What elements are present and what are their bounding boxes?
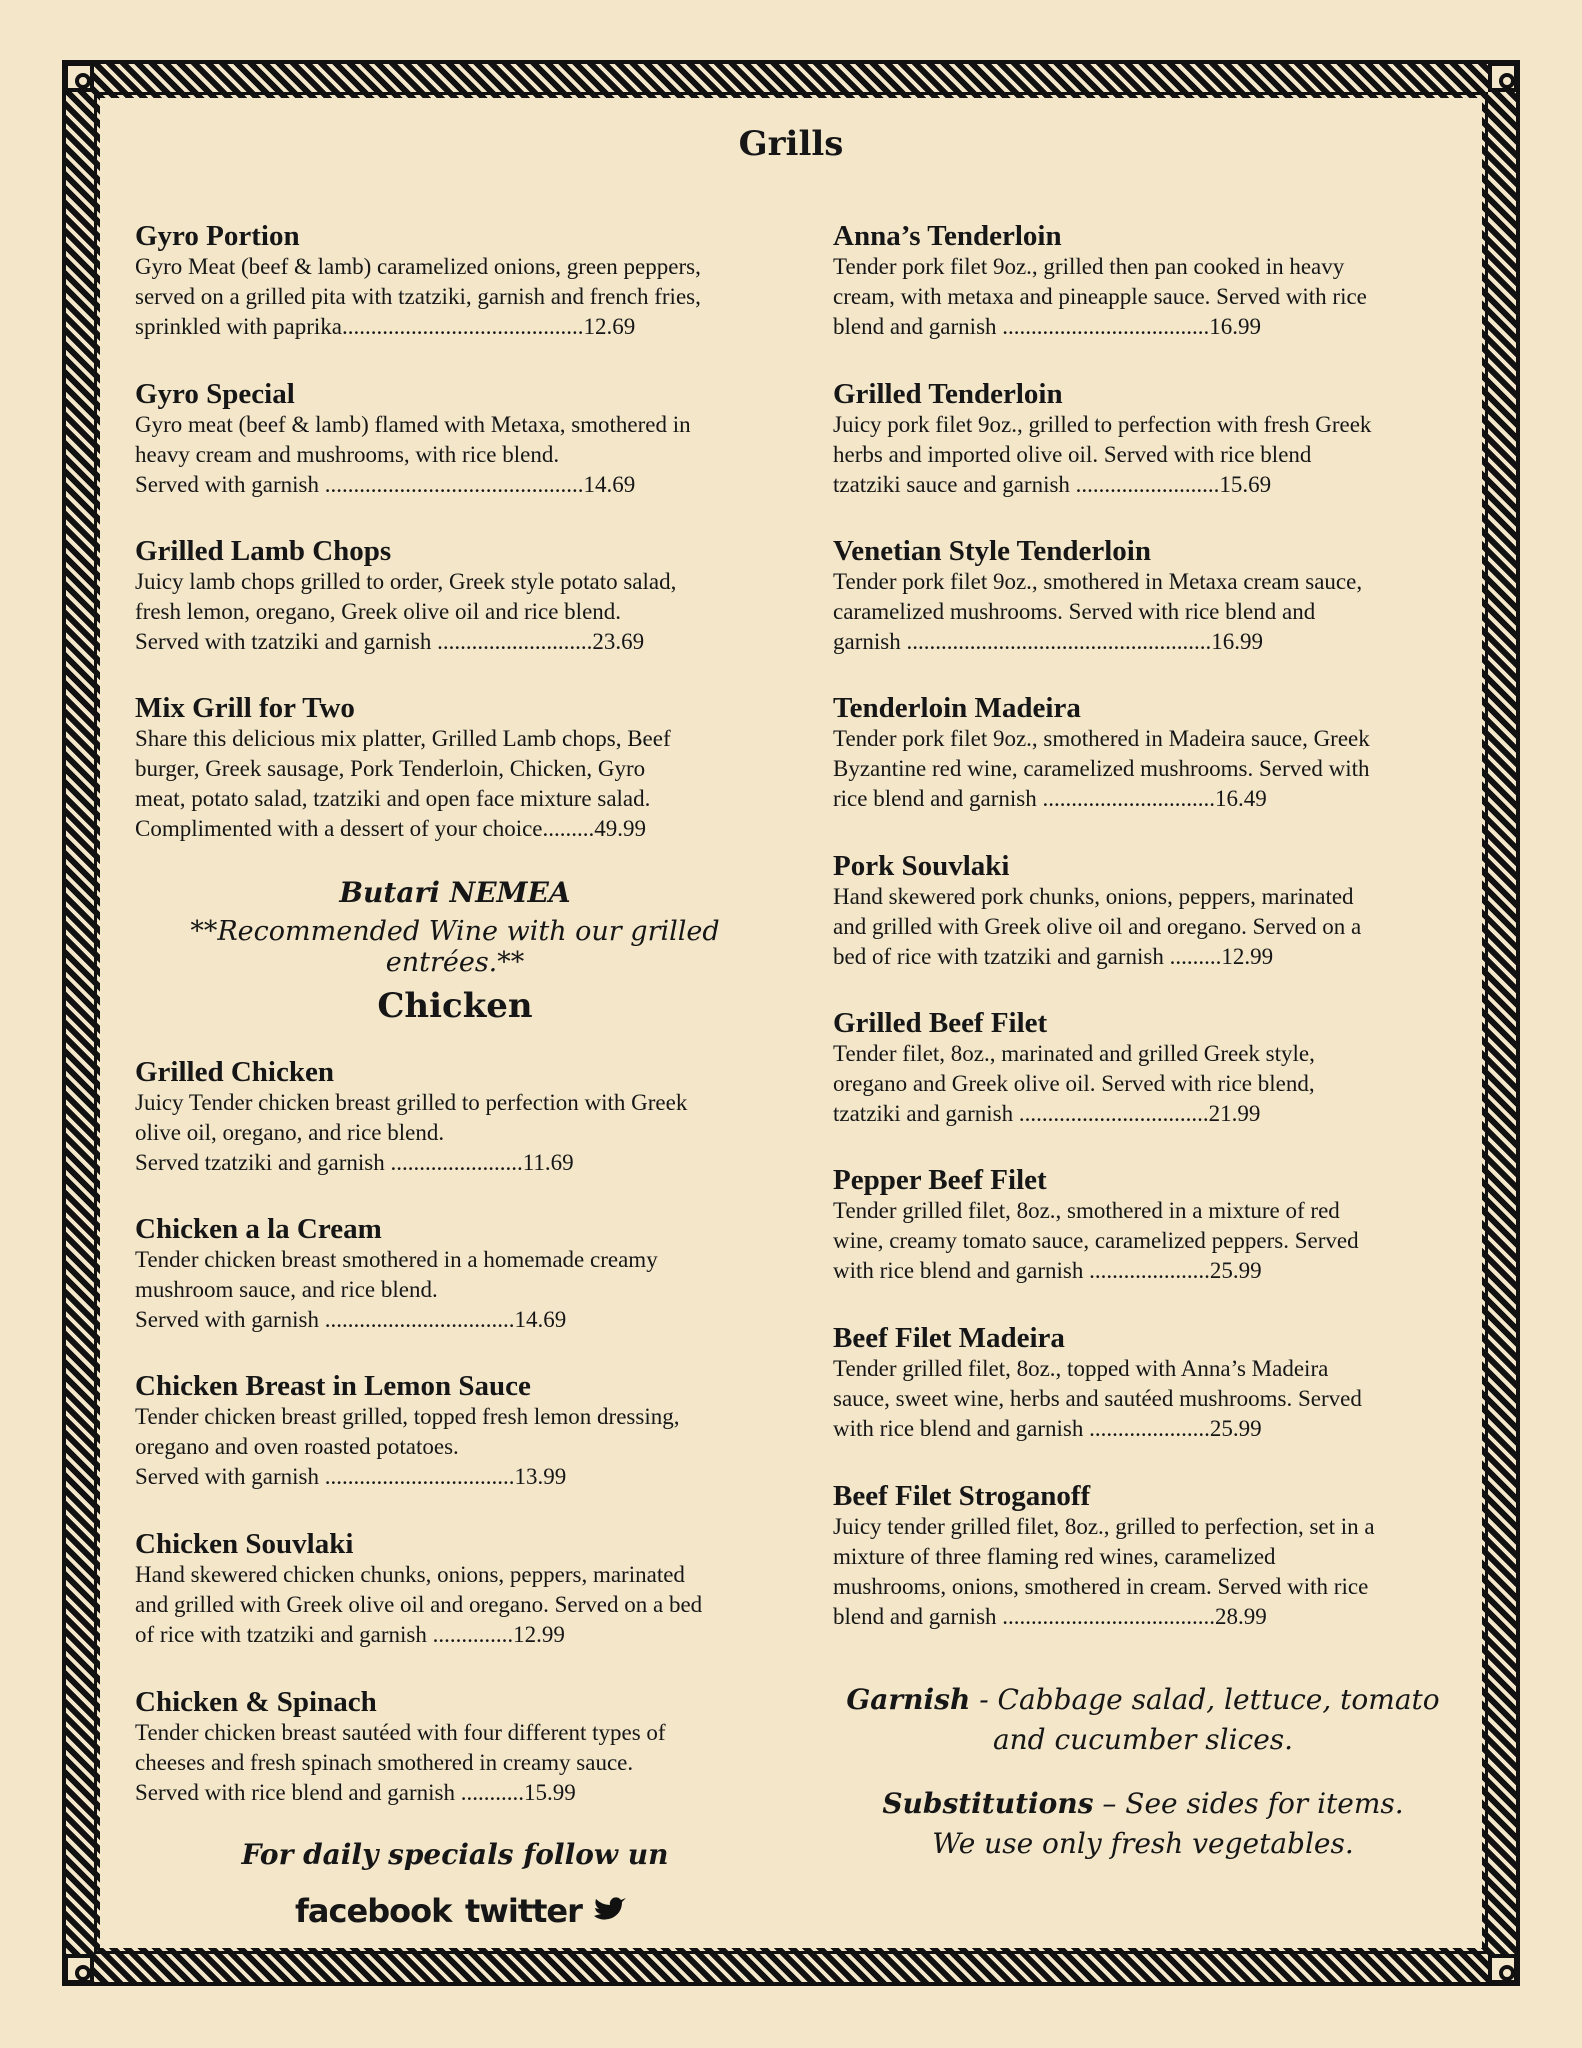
- item-desc-line: Tender grilled filet, 8oz., smothered in a mixture of red: [833, 1198, 1340, 1223]
- item-desc-line: Juicy Tender chicken breast grilled to perfection with Greek: [135, 1090, 688, 1115]
- item-name: Grilled Tenderloin: [833, 378, 1063, 410]
- facebook-link[interactable]: facebook: [295, 1892, 452, 1930]
- item-desc-line: mixture of three flaming red wines, caramelized: [833, 1544, 1276, 1569]
- wine-name: Butari NEMEA: [339, 876, 571, 909]
- item-desc-line: cream, with metaxa and pineapple sauce. Served with rice: [833, 284, 1367, 309]
- menu-item: [135, 692, 775, 844]
- item-name: Mix Grill for Two: [135, 692, 355, 724]
- item-desc-line: Tender pork filet 9oz., grilled then pan cooked in heavy: [833, 254, 1345, 279]
- item-name: Venetian Style Tenderloin: [833, 535, 1151, 567]
- substitutions-label: Substitutions: [882, 1787, 1094, 1820]
- item-desc-line: blend and garnish ....................................16.99: [833, 314, 1262, 339]
- menu-item: [833, 535, 1453, 657]
- item-desc-line: tzatziki and garnish .................................21.99: [833, 1101, 1261, 1126]
- substitutions-text: – See sides for items.: [1093, 1787, 1404, 1820]
- item-desc-line: oregano and oven roasted potatoes.: [135, 1434, 459, 1459]
- garnish-text-2: and cucumber slices.: [992, 1723, 1294, 1756]
- item-desc-line: oregano and Greek olive oil. Served with rice blend,: [833, 1071, 1315, 1096]
- menu-item: [135, 1056, 775, 1178]
- menu-item: [833, 1007, 1453, 1129]
- item-desc-line: olive oil, oregano, and rice blend.: [135, 1120, 445, 1145]
- item-desc-line: Served with garnish .............................................14.69: [135, 472, 636, 497]
- item-name: Grilled Lamb Chops: [135, 535, 392, 567]
- item-name: Chicken Breast in Lemon Sauce: [135, 1370, 531, 1402]
- garnish-text: - Cabbage salad, lettuce, tomato: [970, 1683, 1440, 1716]
- item-desc-line: bed of rice with tzatziki and garnish .........12.99: [833, 944, 1274, 969]
- item-desc-line: sprinkled with paprika..........................................12.69: [135, 314, 636, 339]
- item-name: Pork Souvlaki: [833, 850, 1010, 882]
- menu-item: [135, 378, 775, 500]
- menu-item: [833, 850, 1453, 972]
- substitutions-text-2: We use only fresh vegetables.: [932, 1827, 1354, 1860]
- item-desc-line: sauce, sweet wine, herbs and sautéed mushrooms. Served: [833, 1386, 1362, 1411]
- item-desc-line: and grilled with Greek olive oil and oregano. Served on a bed: [135, 1592, 703, 1617]
- chicken-title: Chicken: [377, 986, 533, 1026]
- item-desc-line: fresh lemon, oregano, Greek olive oil and rice blend.: [135, 599, 622, 624]
- item-desc-line: Tender chicken breast smothered in a homemade creamy: [135, 1247, 658, 1272]
- item-desc-line: tzatziki sauce and garnish .........................15.69: [833, 472, 1272, 497]
- item-name: Chicken a la Cream: [135, 1213, 382, 1245]
- item-desc-line: cheeses and fresh spinach smothered in creamy sauce.: [135, 1750, 634, 1775]
- item-desc-line: served on a grilled pita with tzatziki, garnish and french fries,: [135, 284, 701, 309]
- item-desc-line: of rice with tzatziki and garnish ..............12.99: [135, 1622, 565, 1647]
- item-desc-line: Juicy lamb chops grilled to order, Greek style potato salad,: [135, 569, 677, 594]
- menu-item: [135, 1370, 775, 1492]
- menu-item: [833, 220, 1453, 342]
- item-name: Anna’s Tenderloin: [833, 220, 1062, 252]
- item-desc-line: Tender pork filet 9oz., smothered in Metaxa cream sauce,: [833, 569, 1363, 594]
- corner-ornament-icon: [1488, 1954, 1518, 1984]
- garnish-note: [833, 1680, 1453, 1760]
- menu-item: [135, 1686, 775, 1808]
- menu-item: [833, 1480, 1453, 1632]
- menu-item: [135, 1213, 775, 1335]
- item-name: Tenderloin Madeira: [833, 692, 1081, 724]
- item-desc-line: wine, creamy tomato sauce, caramelized peppers. Served: [833, 1228, 1359, 1253]
- item-name: Grilled Beef Filet: [833, 1007, 1048, 1039]
- item-desc-line: mushroom sauce, and rice blend.: [135, 1277, 438, 1302]
- item-desc-line: Share this delicious mix platter, Grilled Lamb chops, Beef: [135, 726, 671, 751]
- item-desc-line: blend and garnish .....................................28.99: [833, 1604, 1267, 1629]
- item-desc-line: caramelized mushrooms. Served with rice blend and: [833, 599, 1316, 624]
- item-desc-line: Tender filet, 8oz., marinated and grilled Greek style,: [833, 1041, 1315, 1066]
- garnish-label: Garnish: [846, 1683, 971, 1716]
- menu-item: [833, 692, 1453, 814]
- item-desc-line: Served with garnish .................................13.99: [135, 1464, 567, 1489]
- item-desc-line: Served with tzatziki and garnish ...........................23.69: [135, 629, 645, 654]
- item-desc-line: with rice blend and garnish .....................25.99: [833, 1258, 1262, 1283]
- item-desc-line: Tender pork filet 9oz., smothered in Madeira sauce, Greek: [833, 726, 1370, 751]
- item-name: Gyro Portion: [135, 220, 300, 252]
- corner-ornament-icon: [1488, 62, 1518, 92]
- item-name: Gyro Special: [135, 378, 295, 410]
- item-desc-line: and grilled with Greek olive oil and oregano. Served on a: [833, 914, 1362, 939]
- item-desc-line: Juicy tender grilled filet, 8oz., grilled to perfection, set in a: [833, 1514, 1375, 1539]
- twitter-link[interactable]: [465, 1892, 626, 1932]
- item-desc-line: Juicy pork filet 9oz., grilled to perfection with fresh Greek: [833, 412, 1372, 437]
- menu-item: [833, 1164, 1453, 1286]
- item-desc-line: Complimented with a dessert of your choice.........49.99: [135, 816, 647, 841]
- item-name: Grilled Chicken: [135, 1056, 334, 1088]
- twitter-bird-icon: [592, 1894, 626, 1932]
- item-desc-line: Gyro Meat (beef & lamb) caramelized onions, green peppers,: [135, 254, 701, 279]
- item-desc-line: Byzantine red wine, caramelized mushrooms. Served with: [833, 756, 1370, 781]
- grills-title: Grills: [738, 124, 844, 164]
- item-desc-line: meat, potato salad, tzatziki and open face mixture salad.: [135, 786, 651, 811]
- item-desc-line: with rice blend and garnish .....................25.99: [833, 1416, 1262, 1441]
- item-desc-line: Served tzatziki and garnish .......................11.69: [135, 1150, 574, 1175]
- item-desc-line: garnish .....................................................16.99: [833, 629, 1263, 654]
- menu-item: [135, 1528, 775, 1650]
- item-desc-line: Hand skewered pork chunks, onions, peppers, marinated: [833, 884, 1354, 909]
- item-desc-line: Gyro meat (beef & lamb) flamed with Metaxa, smothered in: [135, 412, 691, 437]
- item-desc-line: Tender chicken breast sautéed with four different types of: [135, 1720, 666, 1745]
- item-desc-line: burger, Greek sausage, Pork Tenderloin, Chicken, Gyro: [135, 756, 646, 781]
- item-name: Chicken Souvlaki: [135, 1528, 354, 1560]
- menu-item: [833, 1322, 1453, 1444]
- item-name: Pepper Beef Filet: [833, 1164, 1047, 1196]
- item-desc-line: herbs and imported olive oil. Served with rice blend: [833, 442, 1312, 467]
- item-desc-line: Tender chicken breast grilled, topped fresh lemon dressing,: [135, 1404, 680, 1429]
- menu-item: [135, 220, 775, 342]
- wine-note: **Recommended Wine with our grilled entrées.**: [190, 916, 720, 978]
- item-desc-line: heavy cream and mushrooms, with rice blend.: [135, 442, 560, 467]
- item-desc-line: Tender grilled filet, 8oz., topped with Anna’s Madeira: [833, 1356, 1329, 1381]
- item-desc-line: Served with rice blend and garnish ...........15.99: [135, 1780, 576, 1805]
- item-name: Beef Filet Madeira: [833, 1322, 1065, 1354]
- corner-ornament-icon: [64, 62, 94, 92]
- item-desc-line: Served with garnish .................................14.69: [135, 1307, 567, 1332]
- item-desc-line: mushrooms, onions, smothered in cream. Served with rice: [833, 1574, 1369, 1599]
- item-desc-line: rice blend and garnish ..............................16.49: [833, 786, 1267, 811]
- item-name: Beef Filet Stroganoff: [833, 1480, 1091, 1512]
- specials-text: For daily specials follow un: [241, 1838, 669, 1871]
- menu-item: [135, 535, 775, 657]
- item-name: Chicken & Spinach: [135, 1686, 377, 1718]
- item-desc-line: Hand skewered chicken chunks, onions, peppers, marinated: [135, 1562, 685, 1587]
- menu-item: [833, 378, 1453, 500]
- twitter-label: twitter: [465, 1892, 582, 1930]
- substitutions-note: [833, 1784, 1453, 1864]
- corner-ornament-icon: [64, 1954, 94, 1984]
